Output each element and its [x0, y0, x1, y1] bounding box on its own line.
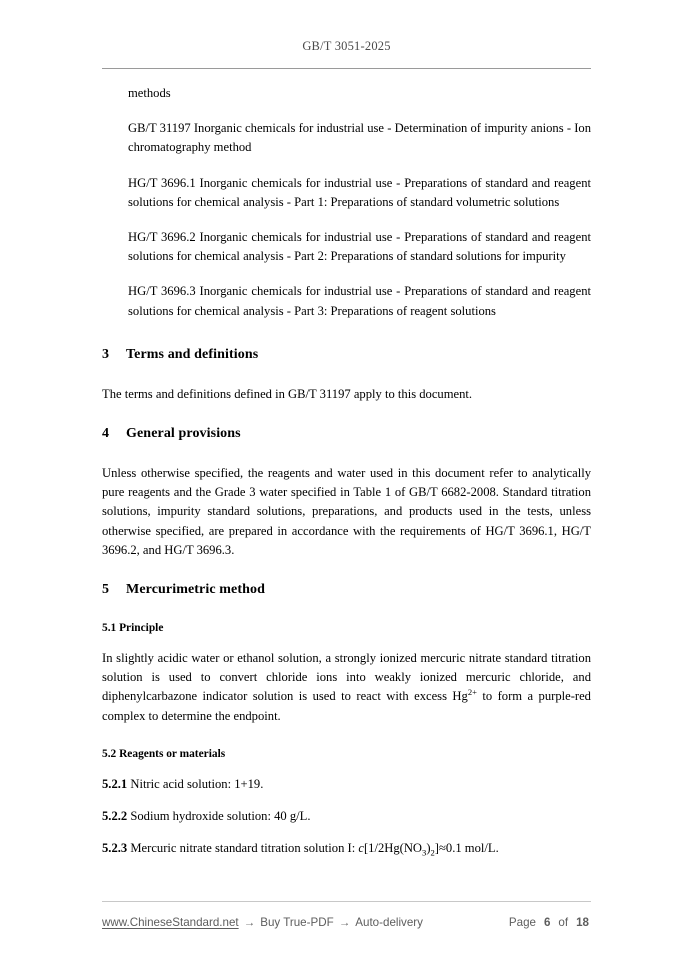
- spacer: [102, 212, 591, 228]
- reference-item: HG/T 3696.1 Inorganic chemicals for industrial use - Preparations of standard and reagent solutions for chemical analysis - Part 1: Preparations of standard volumetric solutions: [128, 175, 591, 209]
- document-content: [102, 84, 591, 858]
- spacer: [102, 321, 591, 345]
- section-title: Terms and definitions: [126, 346, 259, 362]
- footer-promo: [102, 916, 423, 929]
- total-page-number: 18: [576, 915, 589, 929]
- item-text: Nitric acid solution: 1+19.: [130, 776, 264, 791]
- reference-item: HG/T 3696.3 Inorganic chemicals for industrial use - Preparations of standard and reagent solutions for chemical analysis - Part 3: Preparations of reagent solutions: [128, 284, 591, 318]
- subsection-heading-5-2: 5.2 Reagents or materials: [102, 747, 226, 760]
- page-indicator: [509, 916, 591, 929]
- reference-item: HG/T 3696.2 Inorganic chemicals for industrial use - Preparations of standard and reagent solutions for chemical analysis - Part 2: Preparations of standard solutions for impurity: [128, 230, 591, 264]
- reference-item: GB/T 31197 Inorganic chemicals for industrial use - Determination of impurity anions - Ion chromatography method: [128, 121, 591, 155]
- reagent-item-5-2-3: [102, 839, 591, 858]
- section-number: 5: [102, 582, 110, 598]
- spacer: [102, 560, 591, 580]
- header-divider: [102, 68, 591, 69]
- nitrate-subscript: 3: [422, 847, 427, 858]
- website-link[interactable]: www.ChineseStandard.net: [102, 915, 239, 929]
- principle-text-part1: In slightly acidic water or ethanol solution, a strongly ionized mercuric nitrate standard titration solution is used to convert chloride ions into weakly ionized mercuric chloride, and diphenylcarbazone indicator solution is used to react with excess Hg: [102, 651, 591, 704]
- item-label: 5.2.2: [102, 809, 128, 824]
- section-heading-5: [102, 580, 591, 600]
- arrow-right-icon: →: [338, 915, 351, 929]
- page-label: Page: [508, 915, 536, 929]
- section-heading-4: [102, 424, 591, 444]
- spacer: [102, 726, 591, 746]
- spacer: [102, 636, 591, 649]
- header-standard-number: GB/T 3051-2025: [302, 39, 391, 53]
- footer-divider: [102, 901, 591, 902]
- current-page-number: 6: [543, 915, 551, 929]
- spacer: [102, 444, 591, 464]
- item-text: Sodium hydroxide solution: 40 g/L.: [130, 809, 311, 824]
- page-header: [102, 38, 591, 54]
- formula-part-a: [1/2Hg(NO: [363, 841, 423, 856]
- item-label: 5.2.3: [102, 841, 128, 856]
- section-title: Mercurimetric method: [126, 582, 265, 598]
- arrow-right-icon: →: [243, 915, 256, 929]
- spacer: [102, 266, 591, 282]
- subsection-5-1-body: [102, 649, 591, 726]
- auto-delivery-label: Auto-delivery: [355, 915, 423, 929]
- reagent-item-5-2-1: [102, 775, 591, 794]
- spacer: [102, 103, 591, 119]
- spacer: [102, 826, 591, 839]
- concentration-symbol: c: [358, 841, 364, 856]
- section-3-body: The terms and definitions defined in GB/T 31197 apply to this document.: [102, 386, 473, 401]
- page-footer: [102, 912, 591, 932]
- spacer: [102, 158, 591, 174]
- group-subscript: 2: [430, 847, 435, 858]
- section-4-body: Unless otherwise specified, the reagents and water used in this document refer to analytically pure reagents and the Grade 3 water specified in Table 1 of GB/T 6682-2008. Standard titration solutions, impurity standard solutions, preparations, and products used in the tests, unless otherwise specified, are prepared in accordance with the requirements of HG/T 3696.1, HG/T 3696.2, and HG/T 3696.3.: [102, 466, 591, 557]
- item-text: Mercuric nitrate standard titration solution I:: [130, 841, 359, 856]
- section-heading-3: [102, 345, 591, 365]
- buy-pdf-label[interactable]: Buy True-PDF: [260, 915, 334, 929]
- formula-part-c: ]≈0.1 mol/L.: [434, 841, 499, 856]
- formula-part-b: ): [426, 841, 431, 856]
- spacer: [102, 600, 591, 620]
- spacer: [102, 365, 591, 385]
- spacer: [102, 762, 591, 775]
- section-number: 3: [102, 346, 110, 362]
- hg-charge-superscript: 2+: [467, 687, 477, 698]
- section-number: 4: [102, 426, 110, 442]
- principle-text-part2: to form a purple-red complex to determine the endpoint.: [102, 689, 591, 723]
- spacer: [102, 404, 591, 424]
- of-label: of: [558, 915, 569, 929]
- item-label: 5.2.1: [102, 776, 128, 791]
- section-title: General provisions: [126, 426, 241, 442]
- spacer: [102, 794, 591, 807]
- subsection-heading-5-1: 5.1 Principle: [102, 622, 164, 635]
- continued-text: methods: [128, 86, 171, 100]
- reagent-item-5-2-2: [102, 807, 591, 826]
